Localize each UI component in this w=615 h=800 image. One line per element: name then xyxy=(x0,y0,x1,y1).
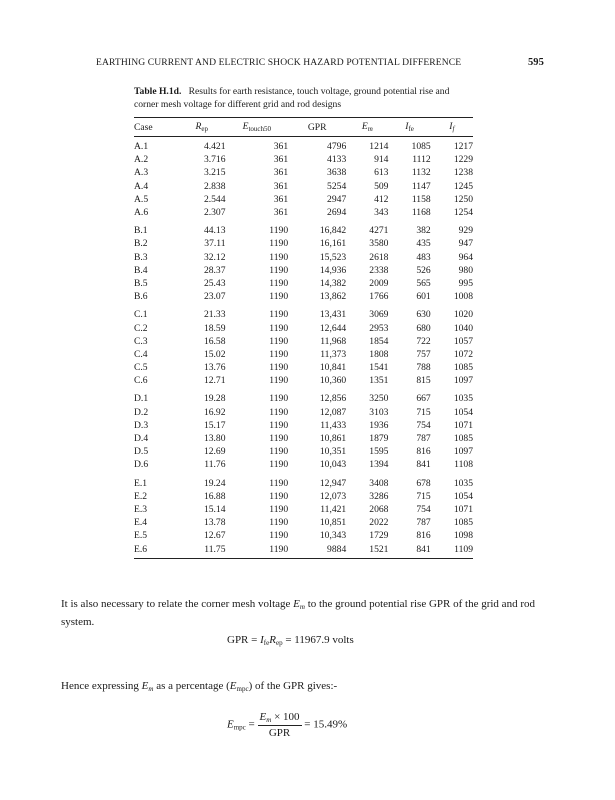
cell-value: 3.716 xyxy=(203,154,226,166)
cell-value: 13.80 xyxy=(203,433,226,445)
cell-case: C.4 xyxy=(134,348,148,360)
cell-value: 14,382 xyxy=(319,277,347,289)
cell-value: 1229 xyxy=(453,154,473,166)
cell-value: 1071 xyxy=(453,419,473,431)
cell-value: 1190 xyxy=(269,393,289,405)
cell-value: 680 xyxy=(416,322,431,334)
cell-value: 1071 xyxy=(453,503,473,515)
cell-value: 12.67 xyxy=(203,530,226,542)
cell-value: 1020 xyxy=(453,309,473,321)
cell-value: 1097 xyxy=(453,446,473,458)
cell-value: 754 xyxy=(416,419,431,431)
cell-value: 1190 xyxy=(269,362,289,374)
cell-value: 1085 xyxy=(453,517,473,529)
table-row xyxy=(134,335,473,348)
table-row xyxy=(134,419,473,432)
table-row xyxy=(134,445,473,458)
cell-value: 1190 xyxy=(269,251,289,263)
cell-value: 1729 xyxy=(369,530,389,542)
cell-value: 1085 xyxy=(453,362,473,374)
cell-value: 980 xyxy=(458,264,473,276)
cell-value: 2618 xyxy=(369,251,389,263)
cell-value: 11,421 xyxy=(320,503,347,515)
cell-case: C.3 xyxy=(134,335,148,347)
cell-value: 1108 xyxy=(454,459,473,471)
cell-value: 361 xyxy=(273,180,289,192)
cell-case: A.6 xyxy=(134,207,149,219)
cell-value: 435 xyxy=(416,238,431,250)
cell-case: C.5 xyxy=(134,362,148,374)
cell-value: 12,947 xyxy=(319,477,347,489)
cell-case: E.4 xyxy=(134,517,148,529)
cell-value: 361 xyxy=(273,193,289,205)
cell-case: C.1 xyxy=(134,309,148,321)
cell-value: 509 xyxy=(374,180,389,192)
table-row xyxy=(134,490,473,503)
cell-value: 678 xyxy=(416,477,431,489)
cell-value: 361 xyxy=(273,141,289,153)
cell-value: 1147 xyxy=(411,180,431,192)
col-header-etouch: $E_{touch50}$ xyxy=(226,118,289,137)
table-row xyxy=(134,206,473,219)
cell-value: 11,373 xyxy=(320,348,347,360)
cell-value: 1238 xyxy=(453,167,473,179)
cell-value: 1190 xyxy=(269,517,289,529)
table-row xyxy=(134,516,473,529)
cell-value: 2953 xyxy=(369,322,389,334)
running-head xyxy=(96,57,544,68)
cell-value: 816 xyxy=(416,530,431,542)
cell-case: E.3 xyxy=(134,503,148,515)
table-row xyxy=(134,264,473,277)
cell-value: 382 xyxy=(416,225,431,237)
cell-value: 11.75 xyxy=(178,542,226,558)
col-header-case: Case xyxy=(134,118,178,137)
cell-value: 2338 xyxy=(369,264,389,276)
cell-value: 361 xyxy=(273,154,289,166)
table-row xyxy=(134,303,473,321)
cell-value: 1190 xyxy=(269,477,289,489)
cell-value: 601 xyxy=(416,291,431,303)
cell-value: 15.14 xyxy=(203,503,226,515)
table-row xyxy=(134,193,473,206)
cell-value: 3103 xyxy=(369,406,389,418)
cell-value: 3250 xyxy=(369,393,389,405)
fraction xyxy=(258,711,302,739)
cell-value: 12,087 xyxy=(319,406,347,418)
table-row xyxy=(134,348,473,361)
table-row xyxy=(134,432,473,445)
cell-value: 13,431 xyxy=(319,309,347,321)
cell-value: 757 xyxy=(416,348,431,360)
table-group xyxy=(134,472,473,559)
cell-value: 1085 xyxy=(453,433,473,445)
cell-case: B.6 xyxy=(134,291,148,303)
cell-value: 995 xyxy=(458,277,473,289)
table-header-row xyxy=(134,118,473,137)
cell-value: 1054 xyxy=(453,406,473,418)
cell-value: 1158 xyxy=(411,193,431,205)
cell-value: 2694 xyxy=(327,207,347,219)
cell-value: 1112 xyxy=(412,154,431,166)
cell-value: 2.544 xyxy=(203,193,226,205)
cell-value: 10,351 xyxy=(319,446,347,458)
cell-value: 914 xyxy=(374,154,389,166)
cell-value: 1190 xyxy=(269,225,289,237)
cell-value: 4133 xyxy=(327,154,347,166)
cell-case: A.5 xyxy=(134,193,149,205)
cell-value: 3408 xyxy=(369,477,389,489)
cell-case: C.6 xyxy=(134,375,148,387)
cell-value: 1190 xyxy=(269,433,289,445)
cell-value: 1190 xyxy=(269,406,289,418)
cell-value: 1190 xyxy=(269,530,289,542)
cell-value: 1595 xyxy=(369,446,389,458)
cell-value: 2.838 xyxy=(203,180,226,192)
cell-case: E.2 xyxy=(134,490,148,502)
cell-value: 1190 xyxy=(269,291,289,303)
cell-value: 1035 xyxy=(453,477,473,489)
col-header-if: $I_f$ xyxy=(431,118,473,137)
cell-value: 1132 xyxy=(411,167,431,179)
cell-value: 16.58 xyxy=(203,335,226,347)
cell-value: 1394 xyxy=(369,459,389,471)
cell-value: 565 xyxy=(416,277,431,289)
cell-case: E.5 xyxy=(134,530,148,542)
cell-value: 483 xyxy=(416,251,431,263)
cell-value: 1190 xyxy=(269,264,289,276)
equation-empc: $E_{mpc}$ = $\frac{E_m \times 100}{\text{GPR}}$ = 15.49% xyxy=(227,711,348,739)
cell-value: 2068 xyxy=(369,503,389,515)
cell-value: 15.17 xyxy=(203,419,226,431)
cell-value: 1190 xyxy=(269,277,289,289)
cell-value: 3286 xyxy=(369,490,389,502)
cell-value: 1190 xyxy=(269,348,289,360)
cell-value: 32.12 xyxy=(203,251,226,263)
cell-value: 12,644 xyxy=(319,322,347,334)
cell-value: 1190 xyxy=(269,503,289,515)
cell-value: 1190 xyxy=(269,419,289,431)
page-number: 595 xyxy=(527,57,544,68)
cell-value: 841 xyxy=(388,542,430,558)
cell-value: 1808 xyxy=(369,348,389,360)
cell-value: 10,343 xyxy=(319,530,347,542)
table-row xyxy=(134,290,473,303)
cell-value: 11,433 xyxy=(320,419,347,431)
cell-value: 5254 xyxy=(327,180,347,192)
cell-value: 3638 xyxy=(327,167,347,179)
fraction-numerator: $E_m \times 100$ xyxy=(259,711,300,724)
cell-value: 13.78 xyxy=(203,517,226,529)
cell-value: 1190 xyxy=(269,335,289,347)
cell-value: 929 xyxy=(458,225,473,237)
cell-value: 18.59 xyxy=(203,322,226,334)
cell-case: D.2 xyxy=(134,406,149,418)
cell-value: 667 xyxy=(416,393,431,405)
cell-value: 1879 xyxy=(369,433,389,445)
cell-value: 9884 xyxy=(288,542,346,558)
table-caption-label: Table H.1d. xyxy=(134,86,182,97)
cell-value: 526 xyxy=(416,264,431,276)
table-group xyxy=(134,137,473,220)
table-row xyxy=(134,180,473,193)
cell-value: 16,161 xyxy=(319,238,347,250)
cell-value: 964 xyxy=(458,251,473,263)
cell-case: E.6 xyxy=(134,542,178,558)
cell-value: 1214 xyxy=(369,141,389,153)
cell-value: 412 xyxy=(374,193,389,205)
cell-value: 3069 xyxy=(369,309,389,321)
cell-case: B.5 xyxy=(134,277,148,289)
fraction-denominator: GPR xyxy=(268,727,291,739)
table-row xyxy=(134,166,473,179)
cell-value: 19.24 xyxy=(203,477,226,489)
table-row xyxy=(134,406,473,419)
table-row xyxy=(134,503,473,516)
cell-value: 2022 xyxy=(369,517,389,529)
cell-value: 4796 xyxy=(327,141,347,153)
cell-value: 613 xyxy=(374,167,389,179)
table-group xyxy=(134,219,473,303)
running-head-title: EARTHING CURRENT AND ELECTRIC SHOCK HAZARD POTENTIAL DIFFERENCE xyxy=(96,57,462,68)
cell-value: 15.02 xyxy=(203,348,226,360)
cell-value: 3580 xyxy=(369,238,389,250)
col-header-gpr: GPR xyxy=(288,118,346,137)
cell-value: 343 xyxy=(374,207,389,219)
cell-value: 10,851 xyxy=(319,517,347,529)
cell-value: 361 xyxy=(273,167,289,179)
cell-value: 19.28 xyxy=(203,393,226,405)
cell-value: 722 xyxy=(416,335,431,347)
cell-value: 37.11 xyxy=(204,238,226,250)
cell-case: A.3 xyxy=(134,167,149,179)
cell-value: 16.92 xyxy=(203,406,226,418)
table-row xyxy=(134,529,473,542)
cell-value: 11,968 xyxy=(320,335,347,347)
table-row xyxy=(134,153,473,166)
cell-value: 947 xyxy=(458,238,473,250)
cell-value: 28.37 xyxy=(203,264,226,276)
results-table xyxy=(134,117,473,559)
cell-value: 1054 xyxy=(453,490,473,502)
cell-value: 10,360 xyxy=(319,375,347,387)
table-row xyxy=(134,237,473,250)
cell-value: 1936 xyxy=(369,419,389,431)
table-row xyxy=(134,219,473,237)
cell-value: 44.13 xyxy=(203,225,226,237)
cell-value: 1072 xyxy=(453,348,473,360)
cell-value: 1250 xyxy=(453,193,473,205)
cell-value: 23.07 xyxy=(203,291,226,303)
cell-value: 1854 xyxy=(369,335,389,347)
cell-value: 2.307 xyxy=(203,207,226,219)
table-row xyxy=(134,542,473,558)
col-header-ife: $I_{fe}$ xyxy=(388,118,430,137)
cell-value: 1521 xyxy=(346,542,388,558)
cell-value: 4.421 xyxy=(203,141,226,153)
cell-value: 1097 xyxy=(453,375,473,387)
cell-value: 14,936 xyxy=(319,264,347,276)
table-row xyxy=(134,361,473,374)
cell-value: 13,862 xyxy=(319,291,347,303)
cell-value: 816 xyxy=(416,446,431,458)
cell-value: 12,073 xyxy=(319,490,347,502)
table-group xyxy=(134,303,473,387)
cell-value: 1254 xyxy=(453,207,473,219)
cell-case: A.1 xyxy=(134,141,149,153)
cell-value: 16.88 xyxy=(203,490,226,502)
col-header-em: $E_m$ xyxy=(346,118,388,137)
cell-value: 1168 xyxy=(411,207,431,219)
table-row xyxy=(134,137,473,154)
table-row xyxy=(134,321,473,334)
cell-value: 715 xyxy=(416,406,431,418)
table-row xyxy=(134,251,473,264)
table-caption xyxy=(134,86,474,111)
cell-value: 16,842 xyxy=(319,225,347,237)
cell-case: D.6 xyxy=(134,459,149,471)
col-header-rep: $R_{ep}$ xyxy=(178,118,226,137)
cell-value: 841 xyxy=(416,459,431,471)
cell-case: A.2 xyxy=(134,154,149,166)
cell-case: D.4 xyxy=(134,433,149,445)
cell-value: 1190 xyxy=(226,542,289,558)
cell-case: C.2 xyxy=(134,322,148,334)
cell-value: 1190 xyxy=(269,446,289,458)
table-row xyxy=(134,374,473,387)
cell-value: 13.76 xyxy=(203,362,226,374)
cell-case: B.1 xyxy=(134,225,148,237)
cell-case: A.4 xyxy=(134,180,149,192)
cell-value: 2947 xyxy=(327,193,347,205)
cell-value: 361 xyxy=(273,207,289,219)
cell-value: 787 xyxy=(416,433,431,445)
cell-case: E.1 xyxy=(134,477,148,489)
cell-value: 787 xyxy=(416,517,431,529)
cell-value: 4271 xyxy=(369,225,389,237)
cell-value: 1245 xyxy=(453,180,473,192)
cell-case: B.3 xyxy=(134,251,148,263)
cell-case: D.3 xyxy=(134,419,149,431)
cell-value: 1190 xyxy=(269,322,289,334)
cell-value: 15,523 xyxy=(319,251,347,263)
cell-value: 1057 xyxy=(453,335,473,347)
cell-value: 715 xyxy=(416,490,431,502)
cell-value: 1190 xyxy=(269,309,289,321)
paragraph-corner-mesh: It is also necessary to relate the corner mesh voltage $E_m$ to the ground potential rise GPR of the grid and rod system. xyxy=(61,598,535,628)
cell-value: 815 xyxy=(416,375,431,387)
cell-value: 12.71 xyxy=(203,375,226,387)
paragraph-percentage: Hence expressing $E_m$ as a percentage $(E_{mpc})$ of the GPR gives:- xyxy=(61,680,338,693)
cell-value: 1190 xyxy=(269,238,289,250)
table-group xyxy=(134,387,473,471)
cell-value: 21.33 xyxy=(203,309,226,321)
cell-value: 3.215 xyxy=(203,167,226,179)
cell-value: 12.69 xyxy=(203,446,226,458)
cell-value: 10,841 xyxy=(319,362,347,374)
table-row xyxy=(134,277,473,290)
cell-value: 1766 xyxy=(369,291,389,303)
cell-value: 1098 xyxy=(453,530,473,542)
cell-value: 1190 xyxy=(269,375,289,387)
cell-value: 12,856 xyxy=(319,393,347,405)
cell-value: 25.43 xyxy=(203,277,226,289)
cell-value: 1085 xyxy=(411,141,431,153)
cell-value: 1541 xyxy=(369,362,389,374)
cell-value: 1109 xyxy=(431,542,473,558)
cell-value: 1035 xyxy=(453,393,473,405)
cell-value: 1351 xyxy=(369,375,389,387)
equation-gpr: GPR = $I_{fe}R_{ep} = 11967.9$ volts xyxy=(227,634,354,647)
table-row xyxy=(134,458,473,471)
cell-value: 11.76 xyxy=(204,459,226,471)
table-row xyxy=(134,387,473,405)
cell-value: 1190 xyxy=(269,490,289,502)
table-row xyxy=(134,472,473,490)
cell-value: 1008 xyxy=(453,291,473,303)
cell-case: D.1 xyxy=(134,393,149,405)
cell-value: 1217 xyxy=(453,141,473,153)
cell-value: 10,861 xyxy=(319,433,347,445)
cell-value: 788 xyxy=(416,362,431,374)
cell-value: 2009 xyxy=(369,277,389,289)
cell-case: B.4 xyxy=(134,264,148,276)
cell-case: D.5 xyxy=(134,446,149,458)
cell-case: B.2 xyxy=(134,238,148,250)
cell-value: 630 xyxy=(416,309,431,321)
cell-value: 1040 xyxy=(453,322,473,334)
cell-value: 1190 xyxy=(269,459,289,471)
cell-value: 10,043 xyxy=(319,459,347,471)
table-caption-text: Results for earth resistance, touch voltage, ground potential rise and corner mesh voltage for different grid and rod designs xyxy=(134,86,450,110)
cell-value: 754 xyxy=(416,503,431,515)
